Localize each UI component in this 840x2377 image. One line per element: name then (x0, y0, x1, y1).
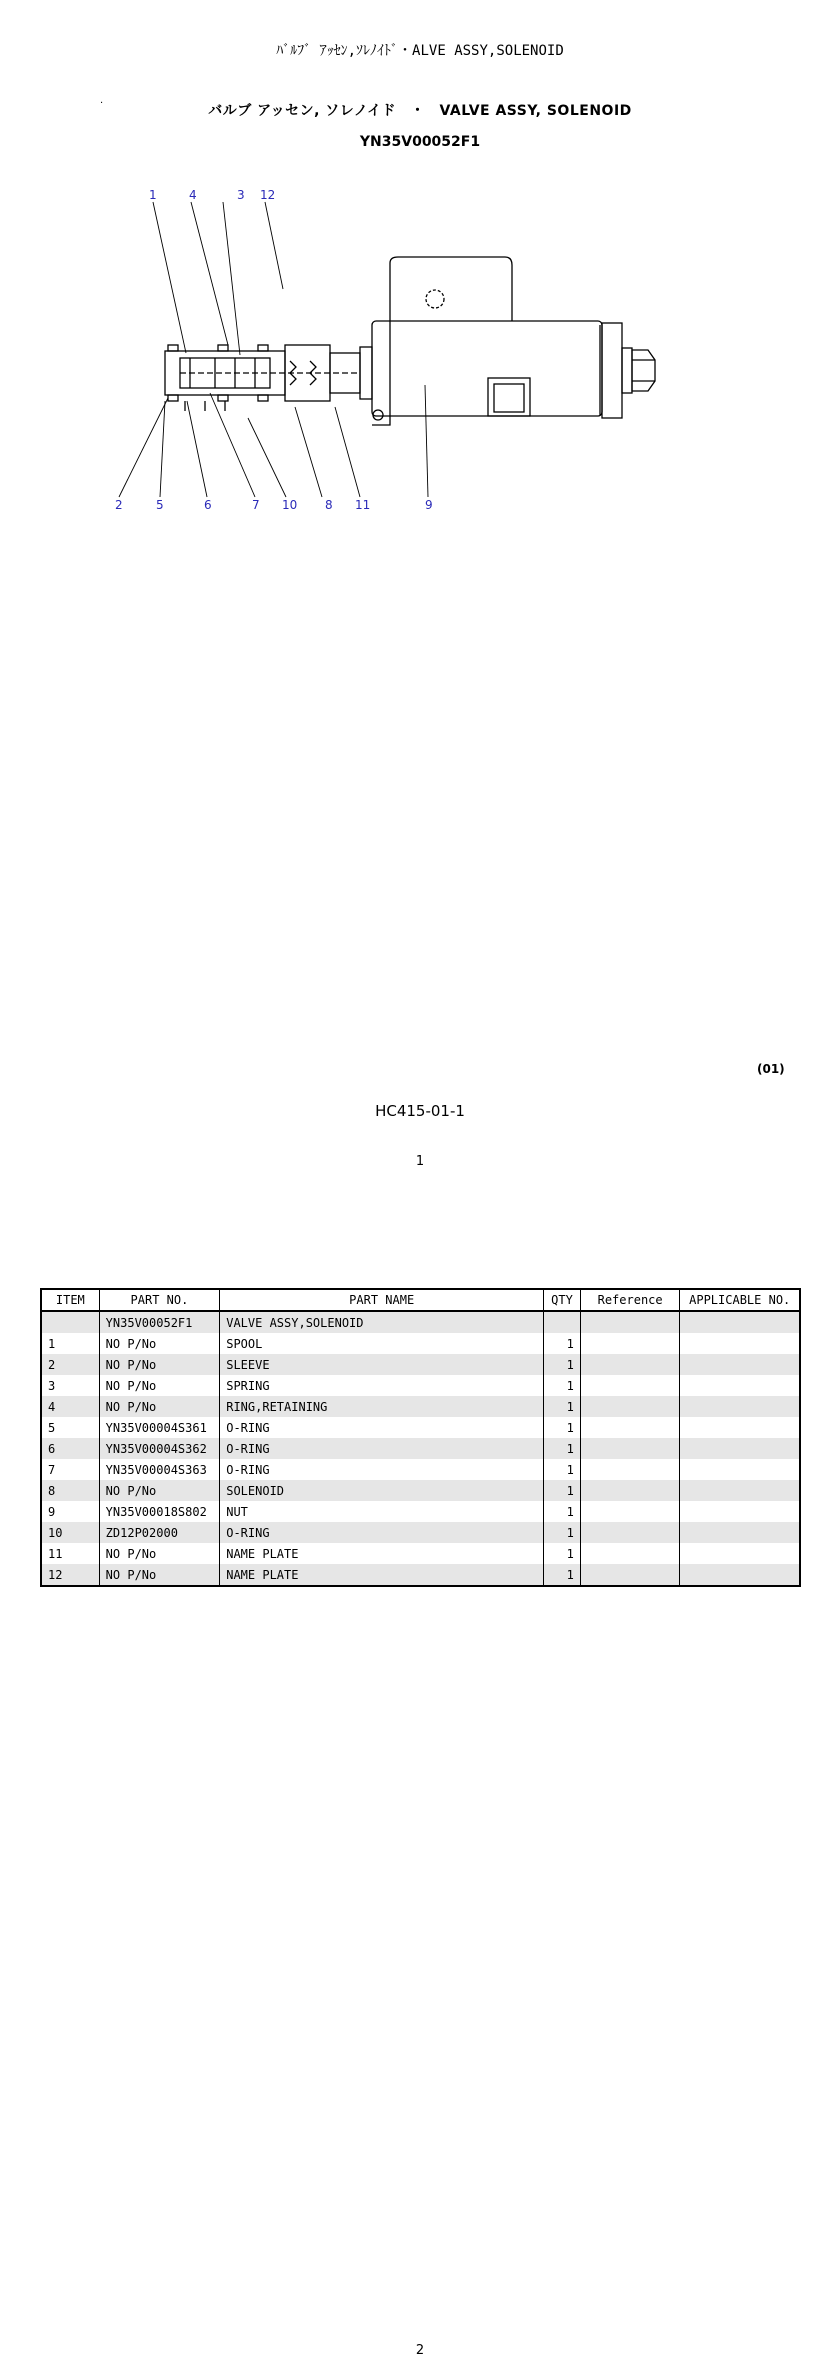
cell-reference (580, 1417, 680, 1438)
cell-reference (580, 1438, 680, 1459)
callout-7: 7 (252, 498, 260, 512)
cell-part-name: SPOOL (220, 1333, 544, 1354)
cell-part-name: RING,RETAINING (220, 1396, 544, 1417)
cell-qty (544, 1311, 581, 1333)
figure-page: 1 (415, 1154, 425, 1169)
cell-part-name: O-RING (220, 1438, 544, 1459)
assembly-title: バルブ アッセン, ソレノイド ・ VALVE ASSY, SOLENOID (208, 103, 632, 119)
cell-item: 10 (41, 1522, 99, 1543)
table-row (41, 1543, 800, 1564)
cell-reference (580, 1396, 680, 1417)
table-row (41, 1480, 800, 1501)
cell-item (41, 1311, 99, 1333)
figure-code: HC415-01-1 (375, 1102, 465, 1120)
cell-part-no: YN35V00004S363 (99, 1459, 220, 1480)
cell-part-no: NO P/No (99, 1396, 220, 1417)
cell-applicable-no (680, 1522, 800, 1543)
page-number: 2 (415, 2343, 425, 2358)
cell-item: 11 (41, 1543, 99, 1564)
callout-2: 2 (115, 498, 123, 512)
cell-qty: 1 (544, 1396, 581, 1417)
cell-reference (580, 1375, 680, 1396)
cell-reference (580, 1564, 680, 1586)
cell-part-name: SOLENOID (220, 1480, 544, 1501)
cell-part-name: O-RING (220, 1522, 544, 1543)
cell-item: 6 (41, 1438, 99, 1459)
cell-applicable-no (680, 1480, 800, 1501)
cell-part-name: NAME PLATE (220, 1564, 544, 1586)
cell-applicable-no (680, 1501, 800, 1522)
table-row (41, 1522, 800, 1543)
cell-applicable-no (680, 1543, 800, 1564)
table-row (41, 1375, 800, 1396)
cell-qty: 1 (544, 1438, 581, 1459)
col-reference: Reference (580, 1289, 680, 1311)
valve-assembly-diagram (115, 185, 680, 525)
cell-reference (580, 1311, 680, 1333)
cell-applicable-no (680, 1438, 800, 1459)
table-row (41, 1564, 800, 1586)
callout-labels (115, 188, 433, 512)
cell-qty: 1 (544, 1522, 581, 1543)
cell-reference (580, 1333, 680, 1354)
cell-part-no: NO P/No (99, 1564, 220, 1586)
cell-part-name: NAME PLATE (220, 1543, 544, 1564)
table-row (41, 1501, 800, 1522)
col-applicable-no: APPLICABLE NO. (680, 1289, 800, 1311)
cell-reference (580, 1522, 680, 1543)
cell-item: 12 (41, 1564, 99, 1586)
assembly-part-number: YN35V00052F1 (359, 134, 481, 150)
cell-part-no: YN35V00004S361 (99, 1417, 220, 1438)
cell-qty: 1 (544, 1564, 581, 1586)
cell-item: 9 (41, 1501, 99, 1522)
cell-applicable-no (680, 1375, 800, 1396)
valve-spool-sleeve (165, 345, 383, 420)
table-row (41, 1333, 800, 1354)
stray-dot: · (100, 98, 104, 109)
cell-applicable-no (680, 1564, 800, 1586)
cell-part-no: NO P/No (99, 1375, 220, 1396)
cell-applicable-no (680, 1333, 800, 1354)
cell-part-name: O-RING (220, 1417, 544, 1438)
solenoid-body (372, 257, 602, 425)
cell-qty: 1 (544, 1543, 581, 1564)
cell-part-name: O-RING (220, 1459, 544, 1480)
parts-table (40, 1288, 801, 1587)
cell-qty: 1 (544, 1375, 581, 1396)
cell-reference (580, 1480, 680, 1501)
callout-10: 10 (282, 498, 298, 512)
cell-reference (580, 1543, 680, 1564)
cell-item: 2 (41, 1354, 99, 1375)
cell-qty: 1 (544, 1501, 581, 1522)
cell-qty: 1 (544, 1354, 581, 1375)
cell-applicable-no (680, 1459, 800, 1480)
cell-reference (580, 1459, 680, 1480)
cell-part-name: VALVE ASSY,SOLENOID (220, 1311, 544, 1333)
cell-reference (580, 1354, 680, 1375)
cell-item: 3 (41, 1375, 99, 1396)
cell-part-no: YN35V00018S802 (99, 1501, 220, 1522)
cell-applicable-no (680, 1396, 800, 1417)
table-row (41, 1354, 800, 1375)
callout-3: 3 (237, 188, 245, 202)
cell-item: 1 (41, 1333, 99, 1354)
cell-part-no: NO P/No (99, 1333, 220, 1354)
cell-part-no: NO P/No (99, 1354, 220, 1375)
callout-12: 12 (260, 188, 276, 202)
end-nut (602, 323, 655, 418)
cell-applicable-no (680, 1417, 800, 1438)
leader-lines (119, 202, 428, 497)
callout-4: 4 (189, 188, 197, 202)
revision-label: (01) (757, 1062, 785, 1076)
cell-part-name: SLEEVE (220, 1354, 544, 1375)
page-header-title: ﾊﾞﾙﾌﾞ ｱｯｾﾝ,ｿﾚﾉｲﾄﾞ・ALVE ASSY,SOLENOID (276, 43, 564, 59)
col-item: ITEM (41, 1289, 99, 1311)
cell-qty: 1 (544, 1459, 581, 1480)
callout-11: 11 (355, 498, 371, 512)
callout-1: 1 (149, 188, 157, 202)
cell-qty: 1 (544, 1417, 581, 1438)
cell-part-no: NO P/No (99, 1543, 220, 1564)
callout-5: 5 (156, 498, 164, 512)
cell-item: 8 (41, 1480, 99, 1501)
table-row (41, 1311, 800, 1333)
table-row (41, 1396, 800, 1417)
callout-6: 6 (204, 498, 212, 512)
table-row (41, 1417, 800, 1438)
callout-9: 9 (425, 498, 433, 512)
cell-part-no: ZD12P02000 (99, 1522, 220, 1543)
cell-part-no: YN35V00052F1 (99, 1311, 220, 1333)
cell-part-name: SPRING (220, 1375, 544, 1396)
cell-applicable-no (680, 1354, 800, 1375)
cell-qty: 1 (544, 1480, 581, 1501)
col-part-name: PART NAME (220, 1289, 544, 1311)
cell-applicable-no (680, 1311, 800, 1333)
parts-table-body (41, 1311, 800, 1586)
table-header-row (41, 1289, 800, 1311)
table-row (41, 1438, 800, 1459)
callout-8: 8 (325, 498, 333, 512)
col-qty: QTY (544, 1289, 581, 1311)
cell-part-no: NO P/No (99, 1480, 220, 1501)
cell-item: 7 (41, 1459, 99, 1480)
cell-part-no: YN35V00004S362 (99, 1438, 220, 1459)
col-part-no: PART NO. (99, 1289, 220, 1311)
cell-part-name: NUT (220, 1501, 544, 1522)
cell-item: 4 (41, 1396, 99, 1417)
cell-reference (580, 1501, 680, 1522)
cell-qty: 1 (544, 1333, 581, 1354)
cell-item: 5 (41, 1417, 99, 1438)
table-row (41, 1459, 800, 1480)
